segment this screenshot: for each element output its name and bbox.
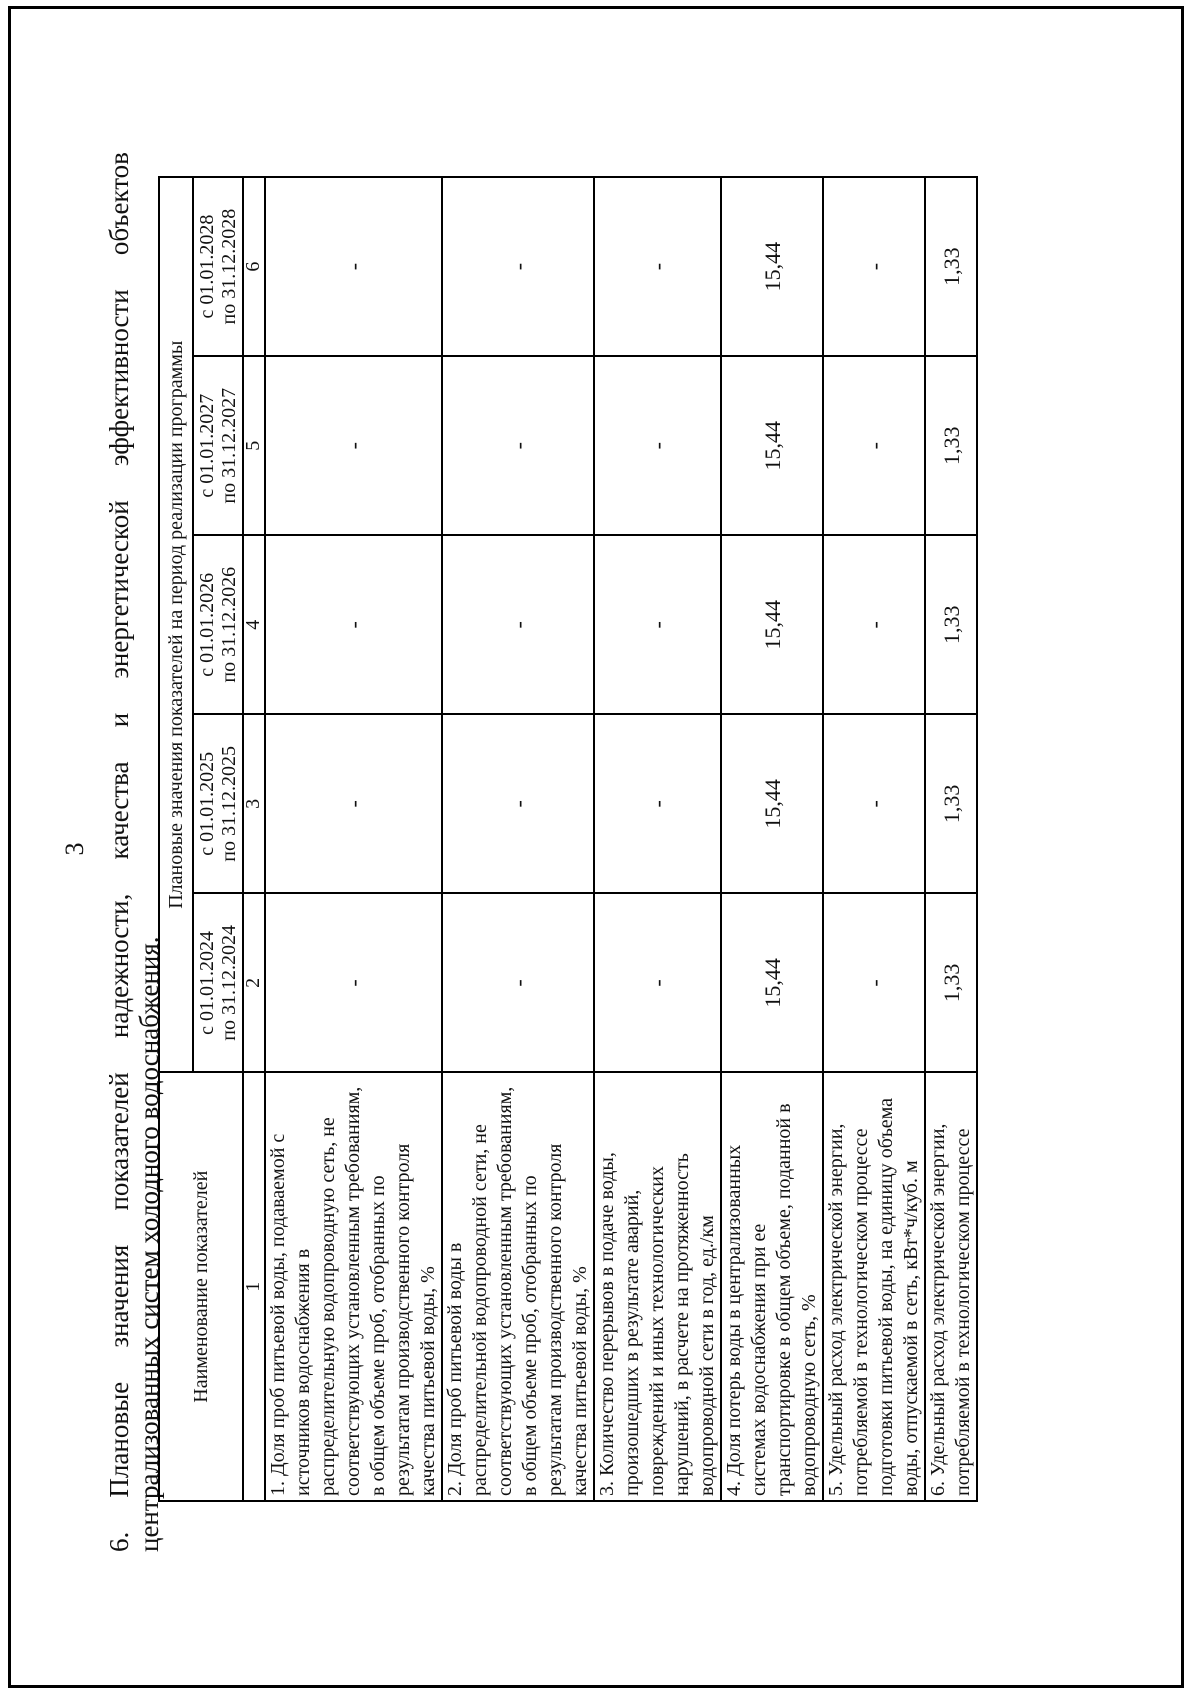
- heading-word: энергетической: [104, 500, 134, 679]
- indicator-value: -: [823, 893, 925, 1072]
- heading-line-1: [104, 152, 134, 1552]
- section-heading: [104, 152, 164, 1552]
- indicator-name: 1. Доля проб питьевой воды, подаваемой с источников водоснабжения в распределительную водопроводную сеть, не соответствующих установленным требованиям, в общем объеме проб, отобранных по результатам производственного контроля качества питьевой воды, %: [265, 1072, 442, 1501]
- indicator-value: 15,44: [721, 356, 823, 535]
- heading-word: 6.: [104, 1531, 134, 1552]
- table-row: [265, 177, 442, 1501]
- rotated-content: [0, 2, 1200, 1702]
- indicator-value: 1,33: [925, 356, 977, 535]
- col-name-header: Наименование показателей: [159, 1072, 243, 1501]
- column-number: 1: [243, 1072, 265, 1501]
- period-header: с 01.01.2026 по 31.12.2026: [193, 535, 243, 714]
- column-number: 6: [243, 177, 265, 356]
- indicator-value: -: [265, 535, 442, 714]
- table-header-row: [159, 177, 193, 1501]
- column-number: 4: [243, 535, 265, 714]
- table-body: [265, 177, 977, 1501]
- indicator-value: -: [823, 535, 925, 714]
- heading-word: показателей: [104, 1072, 134, 1211]
- indicator-value: -: [442, 356, 594, 535]
- indicator-value: -: [265, 356, 442, 535]
- indicator-value: -: [823, 714, 925, 893]
- column-number: 5: [243, 356, 265, 535]
- table-row: [823, 177, 925, 1501]
- heading-word: объектов: [104, 152, 134, 256]
- period-header: с 01.01.2024 по 31.12.2024: [193, 893, 243, 1072]
- indicator-value: 1,33: [925, 535, 977, 714]
- heading-word: эффективности: [104, 289, 134, 467]
- indicator-name: 4. Доля потерь воды в централизованных системах водоснабжения при ее транспортировке в общем объеме, поданной в водопроводную сеть, %: [721, 1072, 823, 1501]
- heading-word: качества: [104, 761, 134, 860]
- indicator-name: 3. Количество перерывов в подаче воды, произошедших в результате аварий, повреждений и иных технологических нарушений, в расчете на протяженность водопроводной сети в год, ед./км: [594, 1072, 721, 1501]
- indicator-name: 2. Доля проб питьевой воды в распределительной водопроводной сети, не соответствующих установленным требованиям, в общем объеме проб, отобранных по результатам производственного контроля качества питьевой воды, %: [442, 1072, 594, 1501]
- indicator-value: -: [823, 356, 925, 535]
- indicator-value: 1,33: [925, 893, 977, 1072]
- indicator-value: -: [594, 356, 721, 535]
- indicator-value: 1,33: [925, 714, 977, 893]
- indicator-value: 15,44: [721, 893, 823, 1072]
- indicator-name: 5. Удельный расход электрической энергии, потребляемой в технологическом процессе подготовки питьевой воды, на единицу объема воды, отпускаемой в сеть, кВт*ч/куб. м: [823, 1072, 925, 1501]
- indicator-value: -: [442, 177, 594, 356]
- column-number-row: [243, 177, 265, 1501]
- heading-word: Плановые: [104, 1381, 134, 1498]
- indicator-value: -: [265, 893, 442, 1072]
- page-number: 3: [60, 842, 89, 856]
- table-row: [594, 177, 721, 1501]
- column-number: 3: [243, 714, 265, 893]
- period-header: с 01.01.2027 по 31.12.2027: [193, 356, 243, 535]
- indicator-value: -: [823, 177, 925, 356]
- column-number: 2: [243, 893, 265, 1072]
- indicators-table: [158, 176, 978, 1502]
- indicator-value: -: [594, 535, 721, 714]
- indicator-value: 15,44: [721, 714, 823, 893]
- table-row: [925, 177, 977, 1501]
- indicator-value: -: [594, 714, 721, 893]
- indicator-value: 15,44: [721, 535, 823, 714]
- heading-word: надежности,: [104, 893, 134, 1039]
- heading-line-2: централизованных систем холодного водоснабжения.: [134, 936, 164, 1552]
- indicator-value: 1,33: [925, 177, 977, 356]
- heading-word: значения: [104, 1244, 134, 1348]
- indicator-value: -: [594, 893, 721, 1072]
- indicator-value: 15,44: [721, 177, 823, 356]
- table-row: [721, 177, 823, 1501]
- group-header: Плановые значения показателей на период реализации программы: [159, 177, 193, 1072]
- indicator-value: -: [265, 714, 442, 893]
- indicator-value: -: [442, 535, 594, 714]
- period-header: с 01.01.2025 по 31.12.2025: [193, 714, 243, 893]
- indicator-name: 6. Удельный расход электрической энергии, потребляемой в технологическом процессе: [925, 1072, 977, 1501]
- indicator-value: -: [442, 893, 594, 1072]
- indicator-value: -: [594, 177, 721, 356]
- indicator-value: -: [265, 177, 442, 356]
- table-row: [442, 177, 594, 1501]
- heading-word: и: [104, 712, 134, 728]
- indicator-value: -: [442, 714, 594, 893]
- period-header: с 01.01.2028 по 31.12.2028: [193, 177, 243, 356]
